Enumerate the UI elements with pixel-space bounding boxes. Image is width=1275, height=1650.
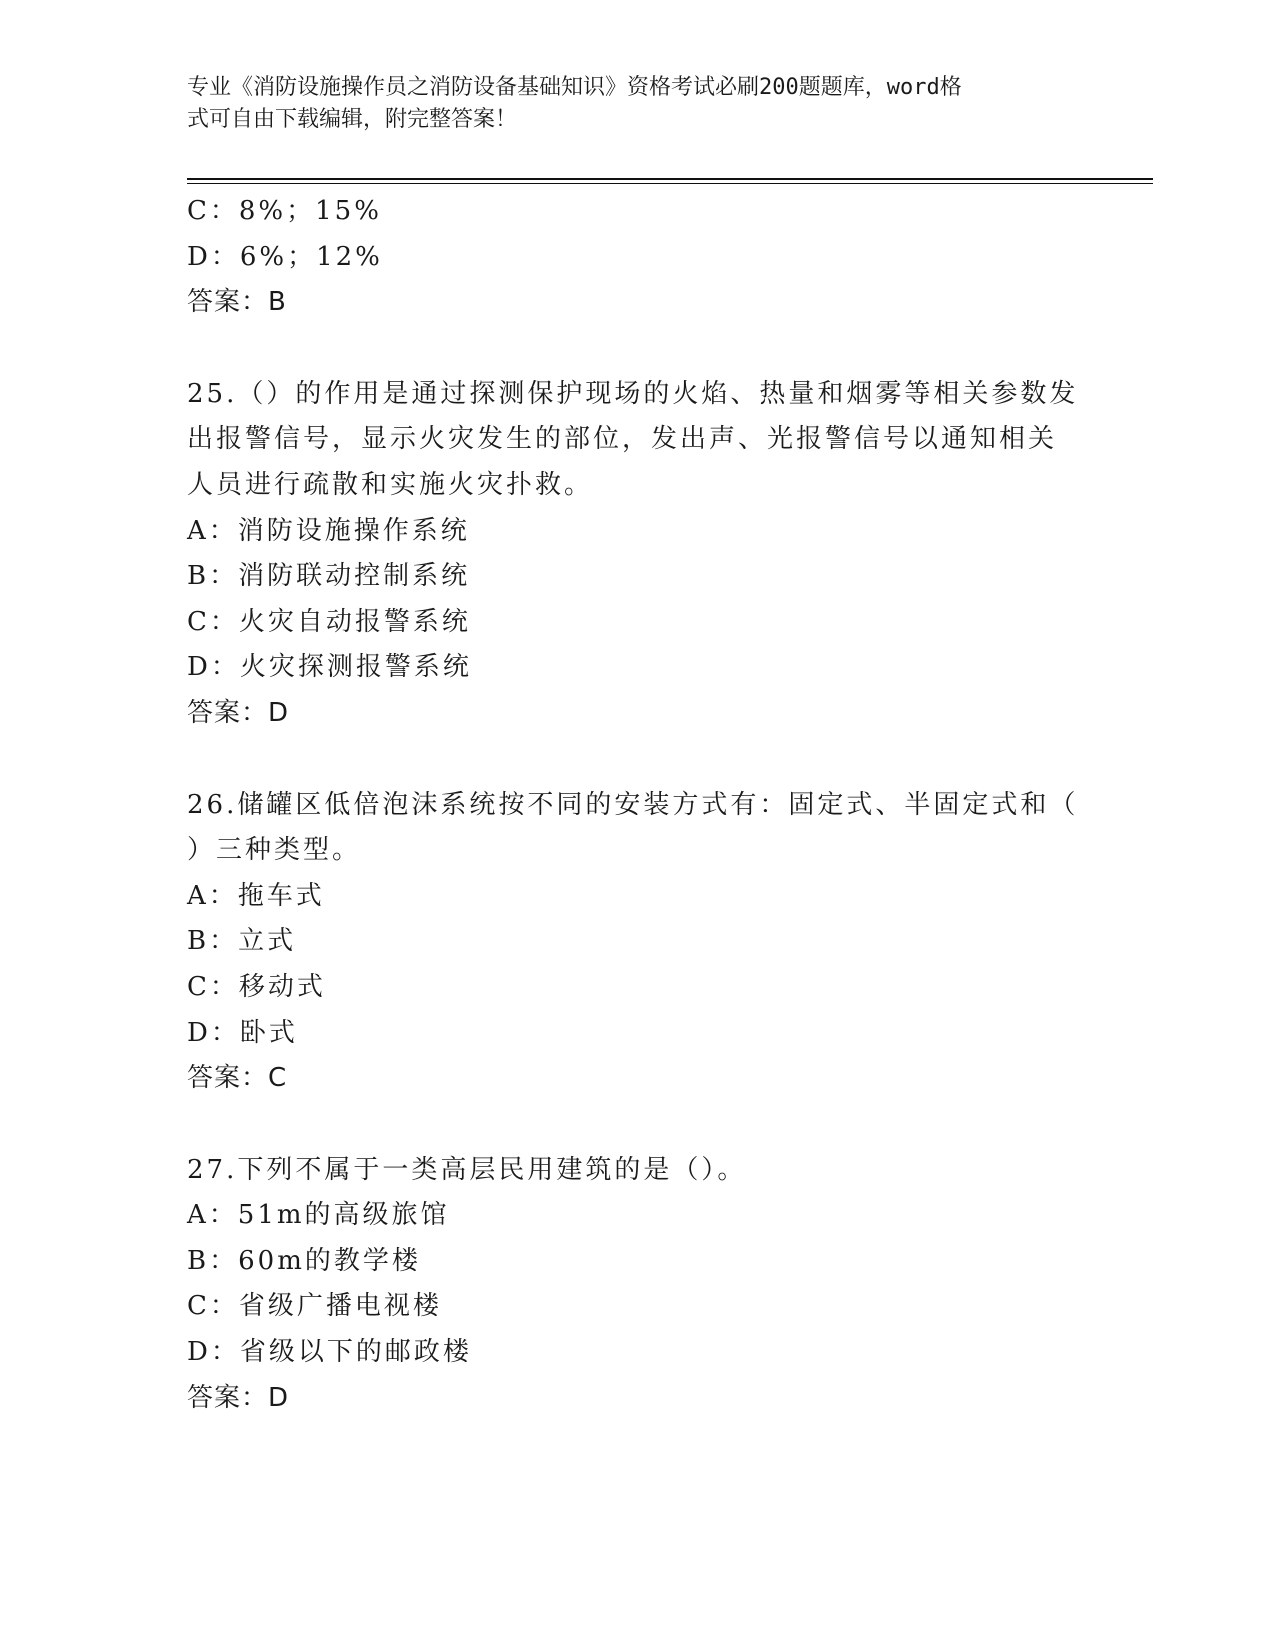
question-stem-line: ）三种类型。 bbox=[187, 835, 362, 866]
option-a: A：51m的高级旅馆 bbox=[187, 1200, 450, 1231]
option-c: C：8%；15% bbox=[187, 196, 382, 226]
answer-line: 答案：C bbox=[187, 1063, 288, 1094]
question-stem-line: 出报警信号，显示火灾发生的部位，发出声、光报警信号以通知相关 bbox=[187, 424, 1058, 455]
question-26 bbox=[187, 783, 1087, 1102]
header-line-1: 专业《消防设施操作员之消防设备基础知识》资格考试必刷200题题库，word格 bbox=[187, 75, 962, 100]
option-c: C：移动式 bbox=[187, 971, 326, 1002]
answer-line: 答案：D bbox=[187, 1382, 290, 1413]
option-c: C：火灾自动报警系统 bbox=[187, 606, 471, 637]
option-b: B：立式 bbox=[187, 926, 297, 957]
question-stem-line: 人员进行疏散和实施火灾扑救。 bbox=[187, 469, 594, 500]
option-b: B：消防联动控制系统 bbox=[187, 561, 471, 592]
option-d: D：省级以下的邮政楼 bbox=[187, 1337, 472, 1368]
document-header bbox=[187, 72, 1067, 136]
header-divider-thin bbox=[187, 183, 1153, 184]
prev-question bbox=[187, 189, 1087, 326]
option-a: A：拖车式 bbox=[187, 880, 325, 911]
question-stem-line: 26.储罐区低倍泡沫系统按不同的安装方式有：固定式、半固定式和（ bbox=[187, 789, 1079, 820]
question-25 bbox=[187, 372, 1087, 737]
header-line-2: 式可自由下载编辑，附完整答案！ bbox=[187, 107, 518, 132]
option-c: C：省级广播电视楼 bbox=[187, 1291, 442, 1322]
question-stem-line: 25.（）的作用是通过探测保护现场的火焰、热量和烟雾等相关参数发 bbox=[187, 378, 1079, 409]
header-divider bbox=[187, 178, 1153, 180]
option-d: D：6%；12% bbox=[187, 241, 383, 272]
option-b: B：60m的教学楼 bbox=[187, 1245, 421, 1276]
option-d: D：火灾探测报警系统 bbox=[187, 652, 472, 683]
option-a: A：消防设施操作系统 bbox=[187, 515, 470, 546]
question-27 bbox=[187, 1148, 1087, 1422]
option-d: D：卧式 bbox=[187, 1017, 298, 1048]
answer-line: 答案：B bbox=[187, 287, 287, 318]
answer-line: 答案：D bbox=[187, 697, 290, 728]
question-list bbox=[187, 189, 1087, 1421]
question-stem-line: 27.下列不属于一类高层民用建筑的是（）。 bbox=[187, 1154, 747, 1185]
